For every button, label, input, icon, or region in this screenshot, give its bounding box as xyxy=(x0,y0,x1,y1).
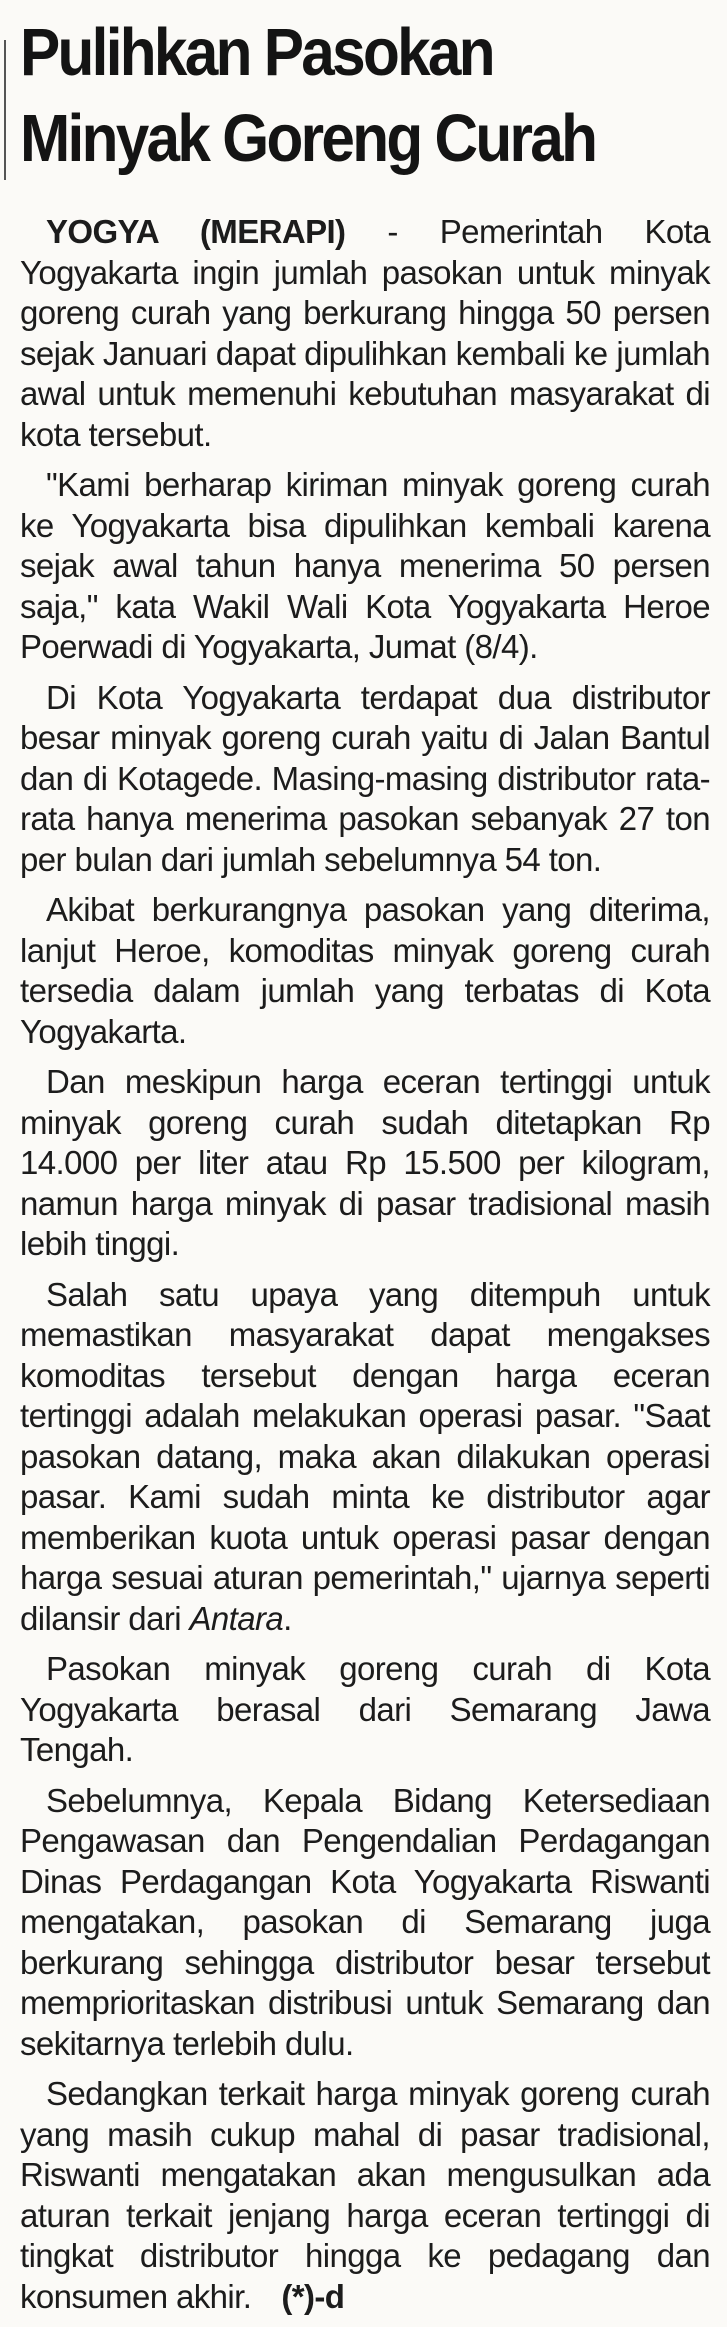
headline-line-1: Pulihkan Pasokan xyxy=(20,15,493,90)
paragraph-9-text: Sedangkan terkait harga minyak goreng curah yang masih cukup mahal di pasar tradisional, Riswanti mengatakan akan mengusulkan ada aturan terkait jenjang harga eceran tertinggi di tingkat distributor hingga ke pedagang dan konsumen akhir. xyxy=(20,2075,710,2315)
article-body xyxy=(20,212,710,2327)
paragraph-9 xyxy=(20,2074,710,2317)
paragraph-6 xyxy=(20,1275,710,1640)
paragraph-7: Pasokan minyak goreng curah di Kota Yogyakarta berasal dari Semarang Jawa Tengah. xyxy=(20,1650,710,1768)
paragraph-5: Dan meskipun harga eceran tertinggi untuk minyak goreng curah sudah ditetapkan Rp 14.000 per liter atau Rp 15.500 per kilogram, namun harga minyak di pasar tradisional masih lebih tinggi. xyxy=(20,1063,710,1262)
column-rule xyxy=(4,40,6,180)
headline-line-2: Minyak Goreng Curah xyxy=(20,101,596,176)
paragraph-3: Di Kota Yogyakarta terdapat dua distributor besar minyak goreng curah yaitu di Jalan Bantul dan di Kotagede. Masing-masing distributor rata-rata hanya menerima pasokan sebanyak 27 ton per bulan dari jumlah sebelumnya 54 ton. xyxy=(20,678,710,878)
paragraph-1 xyxy=(20,212,710,455)
paragraph-1-text: - Pemerintah Kota Yogyakarta ingin jumlah pasokan untuk minyak goreng curah yang berkurang hingga 50 persen sejak Januari dapat dipulihkan kembali ke jumlah awal untuk memenuhi kebutuhan masyarakat di kota tersebut. xyxy=(20,213,710,453)
paragraph-8: Sebelumnya, Kepala Bidang Ketersediaan Pengawasan dan Pengendalian Perdagangan Dinas Perdagangan Kota Yogyakarta Riswanti mengatakan, pasokan di Semarang juga berkurang sehingga distributor besar tersebut memprioritaskan distribusi untuk Semarang dan sekitarnya terlebih dulu. xyxy=(20,1781,710,2062)
paragraph-4: Akibat berkurangnya pasokan yang diterima, lanjut Heroe, komoditas minyak goreng curah tersedia dalam jumlah yang terbatas di Kota Yogyakarta. xyxy=(20,891,710,1050)
paragraph-2: "Kami berharap kiriman minyak goreng curah ke Yogyakarta bisa dipulihkan kembali karena sejak awal tahun hanya menerima 50 persen saja," kata Wakil Wali Kota Yogyakarta Heroe Poerwadi di Yogyakarta, Jumat (8/4). xyxy=(20,466,710,665)
author-signoff: (*)-d xyxy=(281,2277,345,2315)
dateline: YOGYA (MERAPI) xyxy=(46,213,346,250)
paragraph-6-end: . xyxy=(283,1599,292,1637)
news-source: Antara xyxy=(189,1599,284,1637)
article-headline xyxy=(20,10,650,182)
paragraph-6-text: Salah satu upaya yang ditempuh untuk memastikan masyarakat dapat mengakses komoditas tersebut dengan harga eceran tertinggi adalah melakukan operasi pasar. "Saat pasokan datang, maka akan dilakukan operasi pasar. Kami sudah minta ke distributor agar memberikan kuota untuk operasi pasar dengan harga sesuai aturan pemerintah," ujarnya seperti dilansir dari xyxy=(20,1275,710,1637)
